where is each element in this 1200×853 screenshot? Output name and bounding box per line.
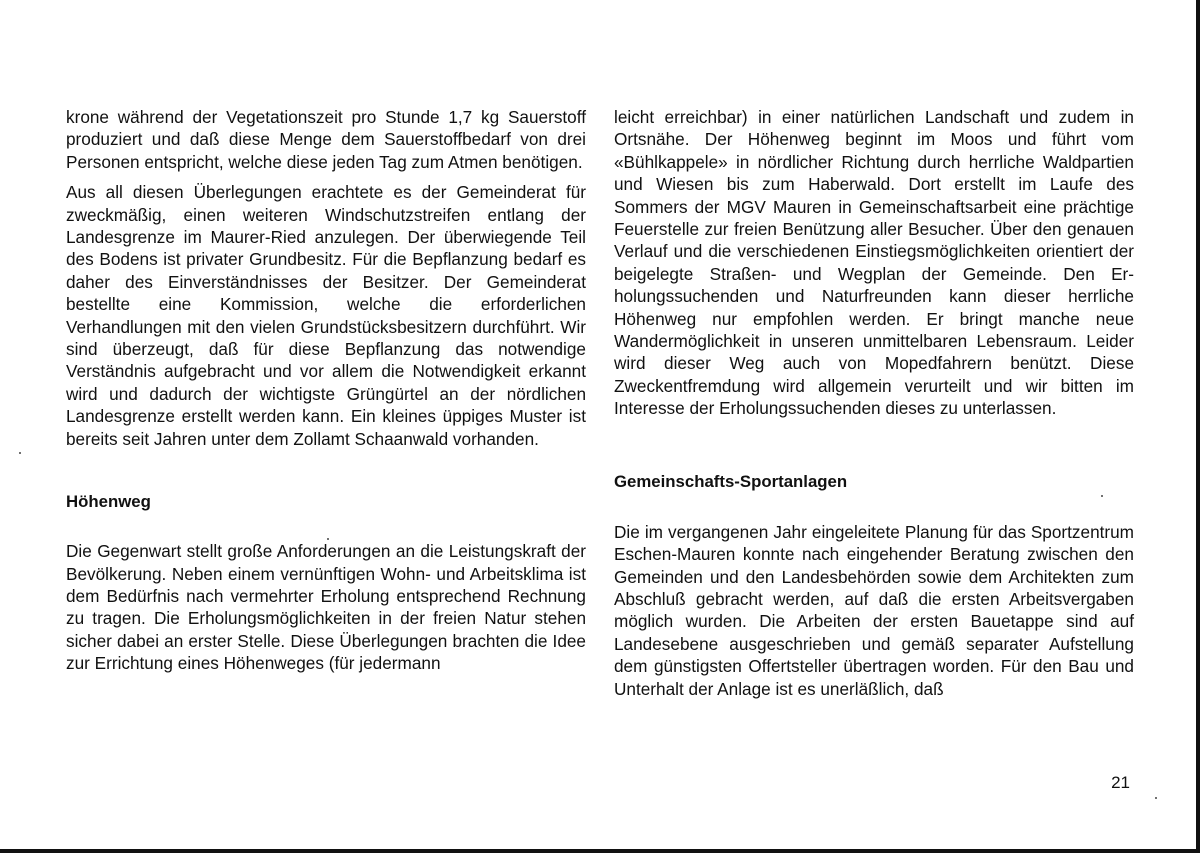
left-paragraph-2: Aus all diesen Überlegungen erachtete es der Gemeinderat für zweckmäßig, einen weiteren Windschutzstreifen entlang der Landesgrenze im Maurer-Ried anzulegen. Der überwiegende Teil des Bodens ist privater Grundbesitz. Für die Bepflanzung bedarf es daher des Einverständnisses der Besitzer. Der Gemeinderat bestellte eine Kommission, welche die erforderlichen Verhandlungen mit den vielen Grundstücksbesitzern durchführt. Wir sind überzeugt, daß für diese Bepflanzung das notwendige Verständnis aufgebracht und vor allem die Notwendigkeit erkannt wird und dadurch der wichtigste Grüngürtel an der nördlichen Landesgrenze erstellt werden kann. Ein kleines üppiges Muster ist bereits seit Jahren unter dem Zollamt Schaanwald vorhanden.: [66, 182, 586, 449]
section-heading-sportanlagen: Gemeinschafts-Sportanlagen: [614, 471, 848, 491]
right-paragraph-1: leicht erreichbar) in einer natürlichen Landschaft und zudem in Ortsnähe. Der Höhenweg beginnt im Moos und führt vom «Bühlkappele» in nördlicher Richtung durch herrliche Waldpartien und Wiesen bis zum Haberwald. Dort erstellt im Laufe des Sommers der MGV Mauren in Gemeinschaftsarbeit eine prächtige Feuerstelle zur freien Benützung aller Besucher. Über den genauen Verlauf und die verschiedenen Einstiegsmöglichkeiten orientiert der beigelegte Straßen- und Wegplan der Gemeinde. Den Erholungssuchenden und Naturfreunden kann dieser herrliche Höhenweg nur empfohlen werden. Er bringt manche neue Wandermöglichkeit in unseren unmittelbaren Lebensraum. Leider wird dieser Weg auch von Mopedfahrern benützt. Diese Zweckentfremdung wird allgemein verurteilt und wir bitten im Interesse der Erholungssuchenden dieses zu unterlassen.: [614, 107, 1134, 419]
right-column: [614, 106, 1134, 700]
section-heading-hoehenweg: Höhenweg: [66, 492, 151, 512]
left-column: [66, 106, 586, 675]
scan-speck: [1155, 797, 1157, 799]
scan-speck: [1101, 495, 1103, 497]
left-paragraph-1: krone während der Vegetationszeit pro Stunde 1,7 kg Sauerstoff produziert und daß diese Menge dem Sauerstoffbedarf von drei Personen entspricht, welche diese jeden Tag zum Atmen benötigen.: [66, 107, 586, 172]
left-paragraph-3: Die Gegenwart stellt große Anforderungen an die Leistungskraft der Bevölkerung. Neben einem vernünftigen Wohn- und Arbeitsklima ist dem Bedürfnis nach vermehrter Erholung entsprechend Rechnung zu tragen. Die Erholungsmöglichkeiten in der freien Natur stehen sicher dabei an erster Stelle. Diese Überlegungen brachten die Idee zur Errichtung eines Höhenweges (für jedermann: [66, 541, 586, 674]
scan-speck: [327, 538, 329, 540]
right-paragraph-2: Die im vergangenen Jahr eingeleitete Planung für das Sportzentrum Eschen-Mauren konnte nach eingehender Beratung zwischen den Gemeinden und den Landesbehörden sowie dem Architekten zum Abschluß gebracht werden, auf daß die ersten Arbeitsvergaben möglich wurden. Die Arbeiten der ersten Bauetappe sind auf Landesebene ausgeschrieben und gemäß separater Aufstellung dem günstigsten Offertsteller übertragen worden. Für den Bau und Unterhalt der Anlage ist es unerläßlich, daß: [614, 521, 1134, 699]
page-number: 21: [1111, 773, 1130, 792]
scan-speck: [19, 452, 21, 454]
